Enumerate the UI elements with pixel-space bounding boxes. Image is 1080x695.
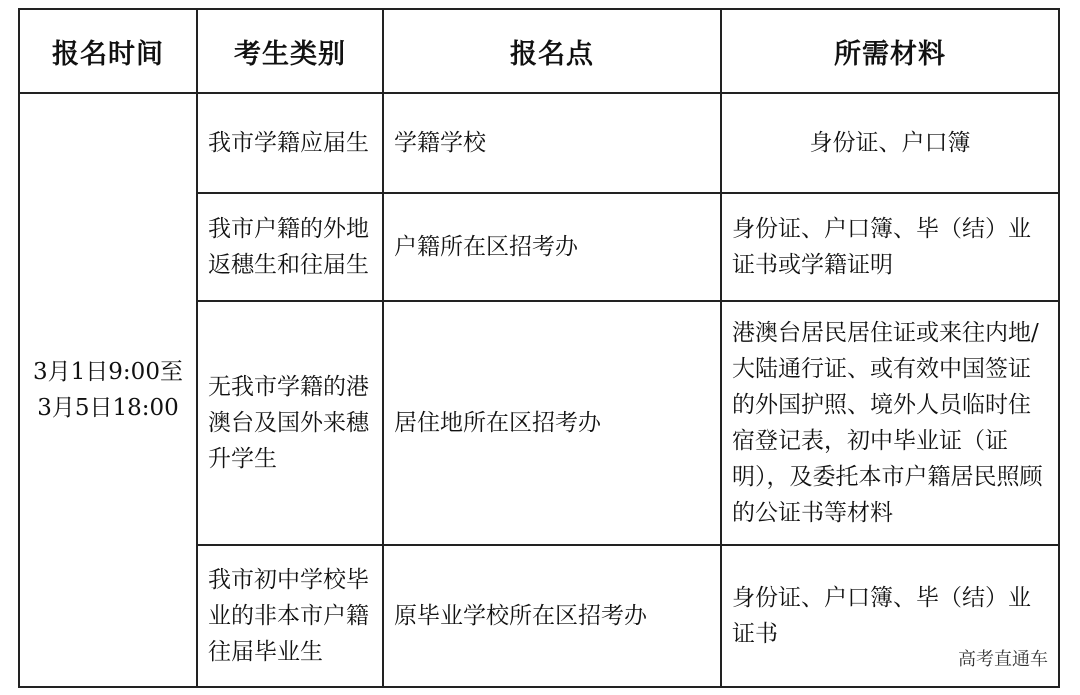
header-row [19, 9, 1059, 93]
watermark: 高考直通车 [954, 643, 1052, 673]
location-cell: 户籍所在区招考办 [383, 193, 721, 301]
materials-cell: 身份证、户口簿、毕（结）业证书或学籍证明 [721, 193, 1059, 301]
category-cell: 我市初中学校毕业的非本市户籍往届毕业生 [197, 545, 383, 687]
materials-cell: 身份证、户口簿、毕（结）业证书 [721, 545, 1059, 687]
materials-cell: 身份证、户口簿 [721, 93, 1059, 193]
category-cell: 无我市学籍的港澳台及国外来穗升学生 [197, 301, 383, 545]
location-cell: 学籍学校 [383, 93, 721, 193]
header-category: 考生类别 [197, 9, 383, 93]
category-cell: 我市户籍的外地返穗生和往届生 [197, 193, 383, 301]
location-cell: 原毕业学校所在区招考办 [383, 545, 721, 687]
materials-cell: 港澳台居民居住证或来往内地/大陆通行证、或有效中国签证的外国护照、境外人员临时住宿登记表，初中毕业证（证明），及委托本市户籍居民照顾的公证书等材料 [721, 301, 1059, 545]
category-cell: 我市学籍应届生 [197, 93, 383, 193]
header-time: 报名时间 [19, 9, 197, 93]
header-materials: 所需材料 [721, 9, 1059, 93]
location-cell: 居住地所在区招考办 [383, 301, 721, 545]
header-location: 报名点 [383, 9, 721, 93]
registration-table [18, 8, 1060, 688]
table-row [19, 93, 1059, 193]
registration-time: 3月1日9:00至3月5日18:00 [19, 93, 197, 687]
